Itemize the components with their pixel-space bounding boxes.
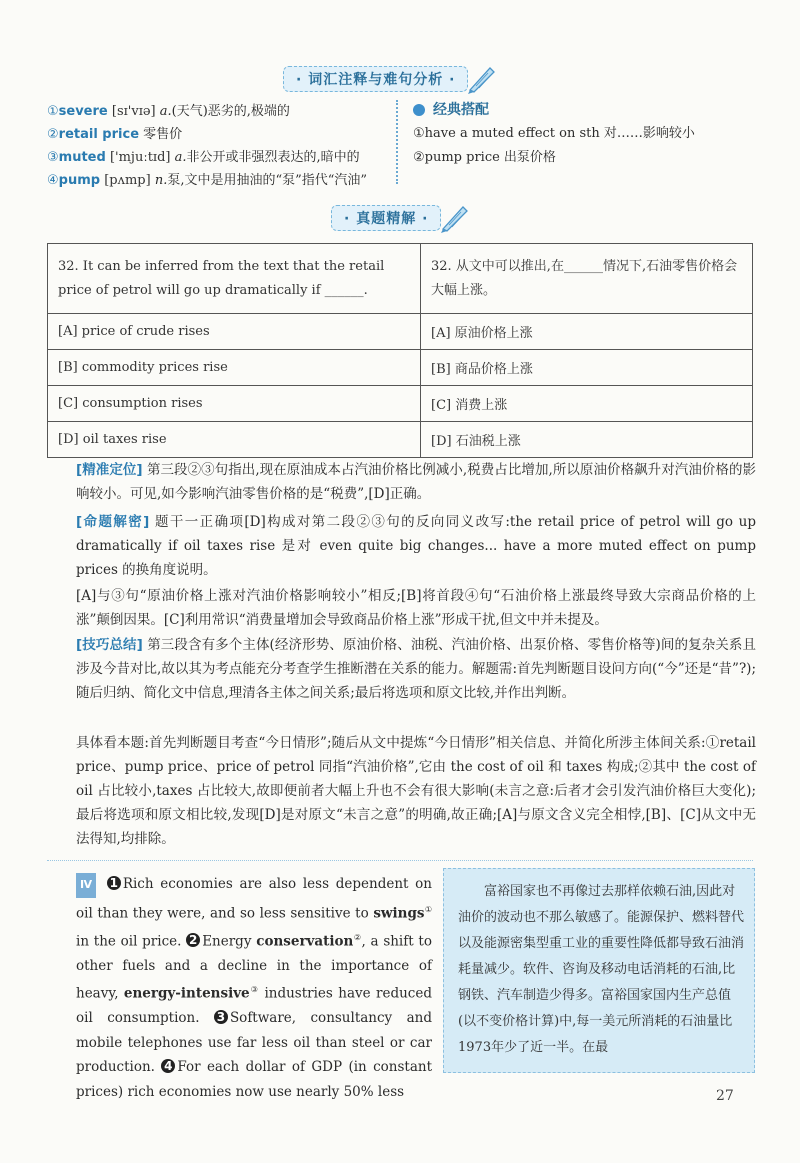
- collocation-item: ②pump price 出泵价格: [413, 150, 556, 165]
- vocab-list: [47, 100, 387, 192]
- questions-section-title: · 真题精解 ·: [331, 205, 441, 231]
- vocab-word: pump: [58, 173, 101, 188]
- passage-sentence: in the oil price.: [76, 933, 182, 949]
- option-cn: [A] 原油价格上涨: [421, 314, 753, 350]
- collocation-item: ①have a muted effect on sth 对……影响较小: [413, 126, 695, 141]
- translation-box: 富裕国家也不再像过去那样依赖石油,因此对油价的波动也不那么敏感了。能源保护、燃料替代以及能源密集型重工业的重要性降低都导致石油消耗量减少。软件、咨询及移动电话消耗的石油,比钢铁、汽车制造少得多。富裕国家国内生产总值(以不变价格计算)中,每一美元所消耗的石油量比1973年少了近一半。在最: [443, 868, 755, 1073]
- sentence-number-icon: 3: [214, 1010, 228, 1024]
- vocab-phonetic: [pʌmp]: [104, 173, 151, 188]
- vocab-word: retail price: [58, 127, 140, 142]
- vocab-word: muted: [58, 150, 106, 165]
- vocab-pos: n.: [154, 173, 168, 188]
- analysis-decode: [76, 510, 756, 582]
- collocation-box: [413, 98, 743, 170]
- option-cn: [C] 消费上涨: [421, 386, 753, 422]
- table-row: [48, 314, 753, 350]
- analysis-skills: [76, 633, 756, 705]
- table-row: [48, 350, 753, 386]
- vocab-definition: 泵,文中是用抽油的“泵”指代“汽油”: [167, 173, 368, 188]
- option-cn: [B] 商品价格上涨: [421, 350, 753, 386]
- vocab-definition: 非公开或非强烈表达的,暗中的: [186, 150, 360, 165]
- vertical-divider: [396, 100, 398, 184]
- analysis-tag: [精准定位]: [76, 462, 143, 478]
- vocab-definition: 零售价: [143, 127, 183, 142]
- passage-sentence: Software, consultancy and mobile telephones use far less oil than steel or car production.: [76, 1010, 432, 1075]
- collocation-heading: [413, 98, 743, 122]
- analysis-tag: [命题解密]: [76, 514, 150, 530]
- vocab-section-banner: [283, 64, 498, 94]
- questions-section-banner: [331, 203, 471, 233]
- question-stem-cn: 32. 从文中可以推出,在______情况下,石油零售价格会大幅上涨。: [421, 244, 753, 314]
- analysis-distractors: [A]与③句“原油价格上涨对汽油价格影响较小”相反;[B]将首段④句“石油价格上涨最终导致大宗商品价格的上涨”颠倒因果。[C]利用常识“消费量增加会导致商品价格上涨”形成干扰,但文中并未提及。: [76, 588, 756, 628]
- passage-keyword: swings: [373, 905, 425, 921]
- vocab-phonetic: ['mjuːtɪd]: [109, 150, 171, 165]
- passage-sentence: , a shift to other fuels and a decline in the importance of heavy,: [76, 933, 432, 1002]
- paragraph-number-badge: Ⅳ: [76, 873, 96, 898]
- sentence-number-icon: 4: [161, 1059, 175, 1073]
- table-row: [48, 244, 753, 314]
- option-en: [C] consumption rises: [48, 386, 421, 422]
- vocab-item: [47, 100, 387, 123]
- analysis-tag: [技巧总结]: [76, 637, 143, 653]
- sentence-number-icon: 2: [186, 933, 200, 947]
- passage-sentence: Rich economies are also less dependent on oil than they were, and so less sensitive to: [76, 876, 432, 921]
- vocab-pos: a.: [159, 104, 172, 119]
- option-en: [A] price of crude rises: [48, 314, 421, 350]
- option-en: [D] oil taxes rise: [48, 422, 421, 458]
- pen-icon: [464, 64, 498, 94]
- vocab-word: severe: [58, 104, 108, 119]
- question-table: [47, 243, 753, 458]
- table-row: [48, 386, 753, 422]
- vocab-item: [47, 123, 387, 146]
- section-divider: [47, 860, 753, 861]
- analysis-text: 第三段含有多个主体(经济形势、原油价格、油税、汽油价格、出泵价格、零售价格等)间的复杂关系且涉及今昔对比,故以其为考点能充分考查学生推断潜在关系的能力。解题需:首先判断题目设问方向(“今”还是“昔”?);随后归纳、简化文中信息,理清各主体之间关系;最后将选项和原文比较,并作出判断。: [76, 637, 756, 701]
- vocab-pos: a.: [174, 150, 187, 165]
- vocab-phonetic: [sɪ'vɪə]: [111, 104, 156, 119]
- vocab-item: [47, 169, 387, 192]
- vocab-definition: (天气)恶劣的,极端的: [171, 104, 290, 119]
- page-number: 27: [716, 1088, 734, 1104]
- vocab-number: ④: [47, 173, 59, 188]
- passage-keyword: conservation: [256, 933, 354, 949]
- question-stem-en: 32. It can be inferred from the text that the retail price of petrol will go up dramatically if ______.: [48, 244, 421, 314]
- passage-sentence: For each dollar of GDP (in constant prices) rich economies now use nearly 50% less: [76, 1059, 432, 1100]
- bullet-icon: [413, 104, 425, 116]
- vocab-number: ②: [47, 127, 59, 142]
- vocab-item: [47, 146, 387, 169]
- analysis-detail: 具体看本题:首先判断题目考查“今日情形”;随后从文中提炼“今日情形”相关信息、并简化所涉主体间关系:①retail price、pump price、price of petrol 同指“汽油价格”,它由 the cost of oil 和 taxes 构成;②其中 the cost of oil 占比较小,taxes 占比较大,故即便前者大幅上升也不会有很大影响(未言之意:后者才会引发汽油价格巨大变化);最后将选项和原文相比较,发现[D]是对原文“未言之意”的明确,故正确;[A]与原文含义完全相悖,[B]、[C]从文中无法得知,均排除。: [76, 735, 756, 847]
- analysis-precise-location: [76, 458, 756, 506]
- passage-sentence: industries have reduced oil consumption.: [76, 985, 432, 1026]
- passage-keyword: energy-intensive: [123, 985, 250, 1002]
- passage-paragraph: Ⅳ 1 Rich economies are also less dependent on oil than they were, and so less sensitive to swings① in the oil price. 2 Energy conservation②, a shift to other fuels and a decline in the importance of heavy, energy-intensive③ industries have reduced oil consumption. 3 Software, consultancy and mobile telephones use far less oil than steel or car production. 4 For each dollar of GDP (in constant prices) rich economies now use nearly 50% less: [76, 872, 432, 1104]
- vocab-number: ③: [47, 150, 59, 165]
- pen-icon: [437, 203, 471, 233]
- passage-sentence: Energy: [202, 933, 252, 949]
- analysis-text: 题干一正确项[D]构成对第二段②③句的反向同义改写:the retail price of petrol will go up dramatically if oil taxes rise 是对 even quite big changes... have a more muted effect on pump prices 的换角度说明。: [76, 514, 757, 578]
- vocab-section-title: · 词汇注释与难句分析 ·: [283, 66, 468, 92]
- collocation-title: 经典搭配: [433, 102, 489, 118]
- option-en: [B] commodity prices rise: [48, 350, 421, 386]
- option-cn: [D] 石油税上涨: [421, 422, 753, 458]
- analysis-text: 第三段②③句指出,现在原油成本占汽油价格比例减小,税费占比增加,所以原油价格飙升对汽油价格的影响较小。可见,如今影响汽油零售价格的是“税费”,[D]正确。: [76, 462, 757, 502]
- table-row: [48, 422, 753, 458]
- vocab-number: ①: [47, 104, 59, 119]
- sentence-number-icon: 1: [107, 876, 121, 890]
